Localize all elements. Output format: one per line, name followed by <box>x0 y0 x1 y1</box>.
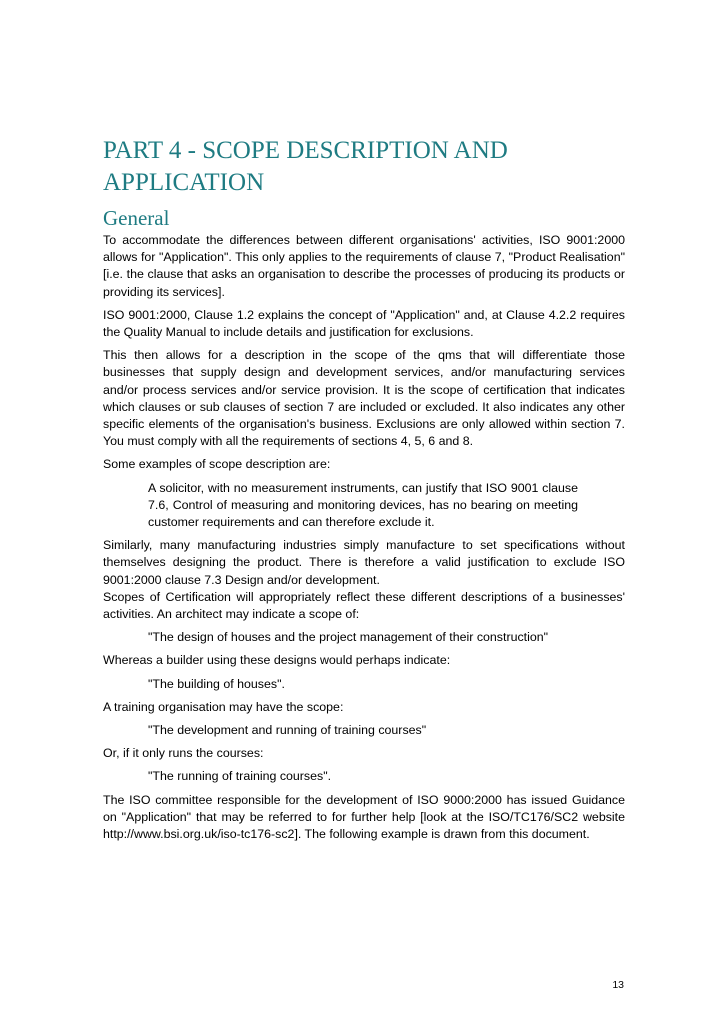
section-heading-general: General <box>103 206 170 230</box>
quote-architect-scope: "The design of houses and the project management of their construction" <box>148 630 549 645</box>
paragraph-application-intro: To accommodate the differences between different organisations' activities, ISO 9001:2000 allows for "Application". This only applies to the requirements of clause 7, "Product Realisation" [i.e. the clause that asks an organisation to describe the processes of producing its products or providing its services]. <box>103 233 625 299</box>
quote-courses-scope: "The running of training courses". <box>148 769 332 784</box>
paragraph-courses-only-intro: Or, if it only runs the courses: <box>103 746 264 761</box>
quote-solicitor-example: A solicitor, with no measurement instruments, can justify that ISO 9001 clause 7.6, Control of measuring and monitoring devices, has no bearing on meeting customer requirements and can therefore exclude it. <box>148 480 578 530</box>
paragraph-scopes-of-certification: Scopes of Certification will appropriately reflect these different descriptions of a businesses' activities. An architect may indicate a scope of: <box>103 589 625 622</box>
paragraph-clause-1-2: ISO 9001:2000, Clause 1.2 explains the concept of "Application" and, at Clause 4.2.2 requires the Quality Manual to include details and justification for exclusions. <box>103 307 625 340</box>
page-title: PART 4 - SCOPE DESCRIPTION AND APPLICATION <box>103 137 508 196</box>
page-number: 13 <box>612 979 624 991</box>
paragraph-builder-intro: Whereas a builder using these designs would perhaps indicate: <box>103 653 451 668</box>
paragraph-training-intro: A training organisation may have the scope: <box>103 699 344 714</box>
quote-builder-scope: "The building of houses". <box>148 676 285 691</box>
paragraph-scope-description: This then allows for a description in the scope of the qms that will differentiate those businesses that supply design and development services, and/or manufacturing services and/or process services and/or service provision. It is the scope of certification that indicates which clauses or sub clauses of section 7 are included or excluded. It also indicates any other specific elements of the organisation's business. Exclusions are only allowed within section 7. You must comply with all the requirements of sections 4, 5, 6 and 8. <box>103 348 625 449</box>
paragraph-iso-guidance: The ISO committee responsible for the development of ISO 9000:2000 has issued Guidance on "Application" that may be referred to for further help [look at the ISO/TC176/SC2 website http://www.bsi.org.uk/iso-tc176-sc2]. The following example is drawn from this document. <box>103 792 625 842</box>
document-body <box>103 232 625 849</box>
paragraph-manufacturing-example: Similarly, many manufacturing industries simply manufacture to set specifications without themselves designing the product. There is therefore a valid justification to exclude ISO 9001:2000 clause 7.3 Design and/or development. <box>103 538 625 587</box>
quote-training-scope: "The development and running of training courses" <box>148 723 427 738</box>
paragraph-examples-intro: Some examples of scope description are: <box>103 457 331 472</box>
